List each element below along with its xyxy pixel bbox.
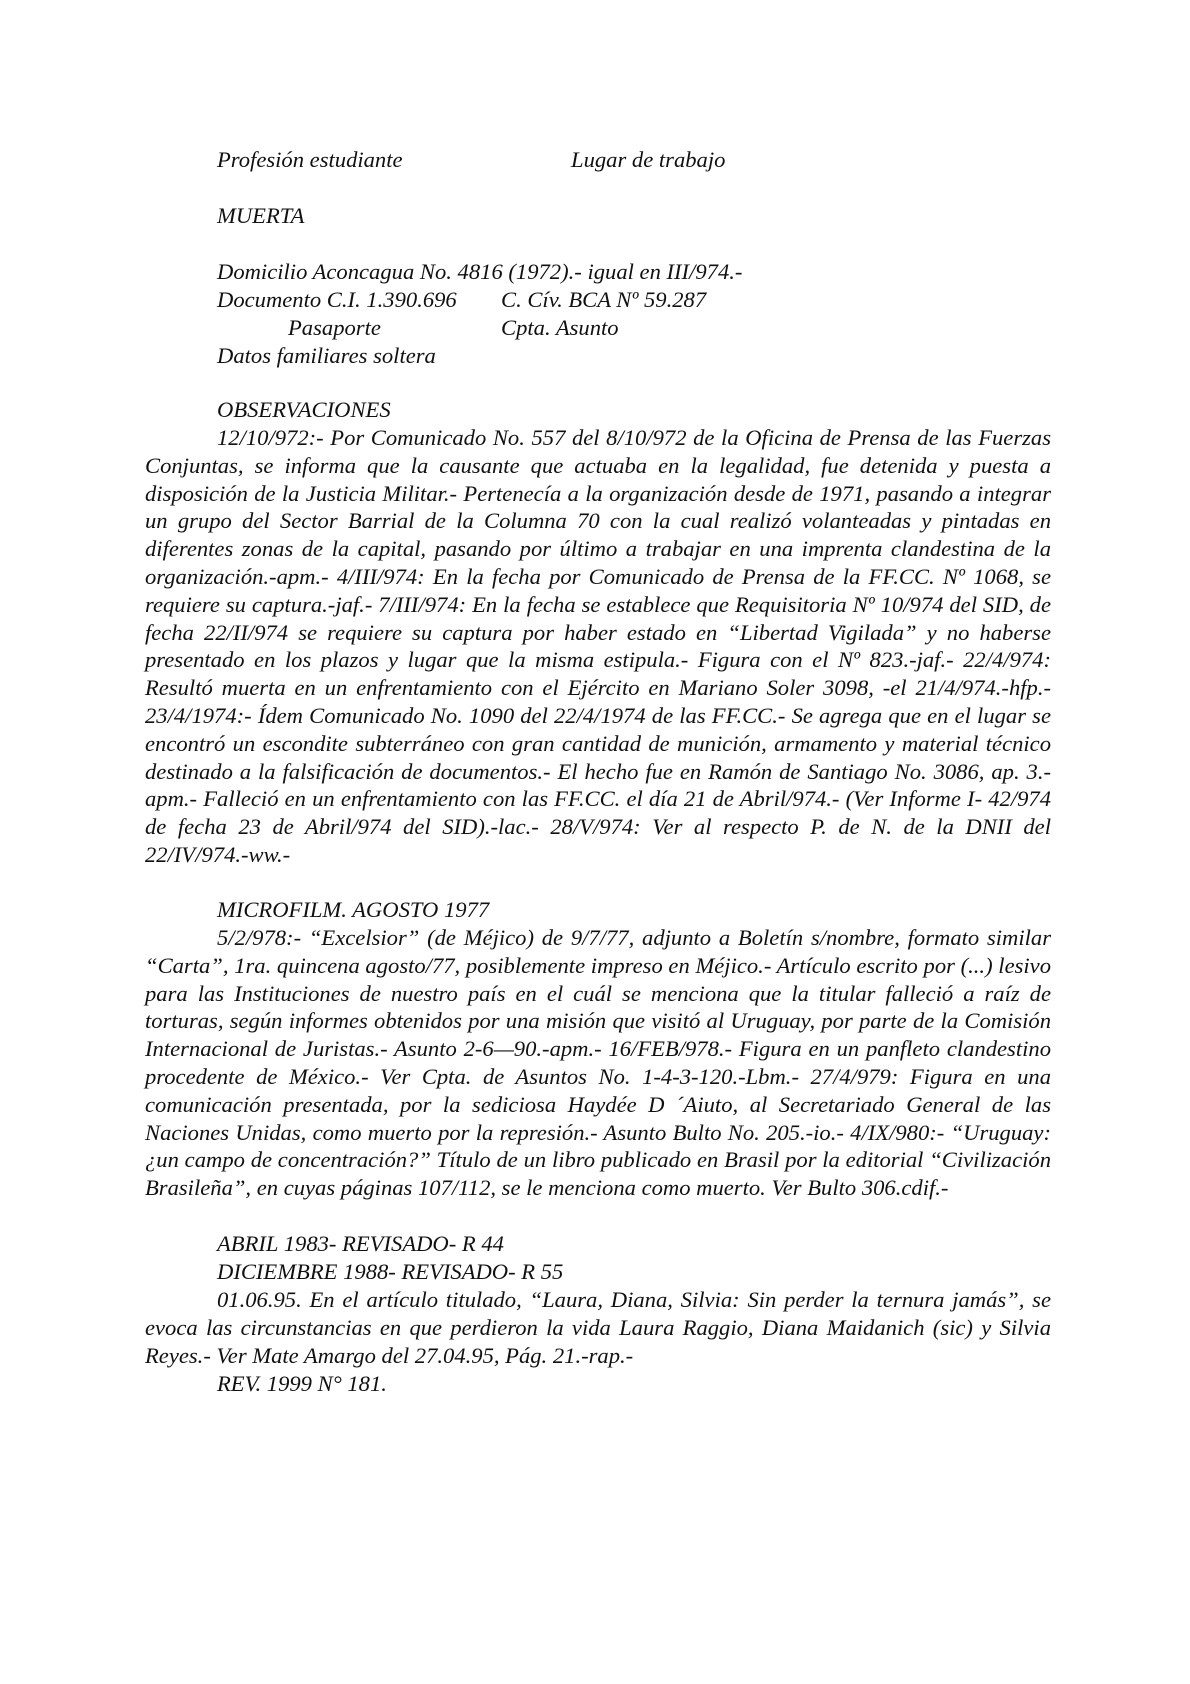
civica-field: C. Cív. BCA Nº 59.287	[501, 287, 707, 312]
rev-1999-line: REV. 1999 N° 181.	[217, 1371, 387, 1396]
pasaporte-field: Pasaporte	[288, 315, 381, 340]
observaciones-entry-1	[145, 424, 1051, 869]
observaciones-entry-2-text: 5/2/978:- “Excelsior” (de Méjico) de 9/7/77, adjunto a Boletín s/nombre, formato similar “Carta”, 1ra. quincena agosto/77, posiblemente impreso en Méjico.- Artículo escrito por (...) lesivo para las Instituciones de nuestro país en el cuál se menciona que la titular falleció a raíz de torturas, según informes obtenidos por una misión que visitó al Uruguay, por parte de la Comisión Internacional de Juristas.- Asunto 2-6—90.-apm.- 16/FEB/978.- Figura en un panfleto clandestino procedente de México.- Ver Cpta. de Asuntos No. 1-4-3-120.-Lbm.- 27/4/979: Figura en una comunicación presentada, por la sediciosa Haydée D ´Aiuto, al Secretariado General de las Naciones Unidas, como muerto por la represión.- Asunto Bulto No. 205.-io.- 4/IX/980:- “Uruguay: ¿un campo de concentración?” Título de un libro publicado en Brasil por la editorial “Civilización Brasileña”, en cuyas páginas 107/112, se le menciona como muerto. Ver Bulto 306.cdif.-	[145, 925, 1051, 1201]
observaciones-entry-1-text: 12/10/972:- Por Comunicado No. 557 del 8/10/972 de la Oficina de Prensa de las Fuerzas Conjuntas, se informa que la causante que actuaba en la legalidad, fue detenida y puesta a disposición de la Justicia Militar.- Pertenecía a la organización desde de 1971, pasando a integrar un grupo del Sector Barrial de la Columna 70 con la cual realizó volanteadas y pintadas en diferentes zonas de la capital, pasando por último a trabajar en una imprenta clandestina de la organización.-apm.- 4/III/974: En la fecha por Comunicado de Prensa de la FF.CC. Nº 1068, se requiere su captura.-jaf.- 7/III/974: En la fecha se establece que Requisitoria Nº 10/974 del SID, de fecha 22/II/974 se requiere su captura por haber estado en “Libertad Vigilada” y no haberse presentado en los plazos y lugar que la misma estipula.- Figura con el Nº 823.-jaf.- 22/4/974: Resultó muerta en un enfrentamiento con el Ejército en Mariano Soler 3098, -el 21/4/974.-hfp.- 23/4/1974:- Ídem Comunicado No. 1090 del 22/4/1974 de las FF.CC.- Se agrega que en el lugar se encontró un escondite subterráneo con gran cantidad de munición, armamento y material técnico destinado a la falsificación de documentos.- El hecho fue en Ramón de Santiago No. 3086, ap. 3.- apm.- Falleció en un enfrentamiento con las FF.CC. el día 21 de Abril/974.- (Ver Informe I- 42/974 de fecha 23 de Abril/974 del SID).-lac.- 28/V/974: Ver al respecto P. de N. de la DNII del 22/IV/974.-ww.-	[145, 425, 1051, 867]
revisado-1988-line: DICIEMBRE 1988- REVISADO- R 55	[217, 1259, 564, 1284]
observaciones-entry-3	[145, 1286, 1051, 1369]
estado-label: MUERTA	[217, 203, 305, 228]
lugar-trabajo-field: Lugar de trabajo	[571, 147, 726, 172]
datos-familiares-field: Datos familiares soltera	[217, 343, 436, 368]
documento-field: Documento C.I. 1.390.696	[217, 287, 457, 312]
domicilio-field: Domicilio Aconcagua No. 4816 (1972).- igual en III/974.-	[217, 259, 743, 284]
cpta-asunto-field: Cpta. Asunto	[501, 315, 619, 340]
microfilm-heading: MICROFILM. AGOSTO 1977	[217, 897, 490, 922]
profesion-field: Profesión estudiante	[217, 147, 403, 172]
observaciones-heading: OBSERVACIONES	[217, 397, 391, 422]
observaciones-entry-3-text: 01.06.95. En el artículo titulado, “Laura, Diana, Silvia: Sin perder la ternura jamás”, se evoca las circunstancias en que perdieron la vida Laura Raggio, Diana Maidanich (sic) y Silvia Reyes.- Ver Mate Amargo del 27.04.95, Pág. 21.-rap.-	[145, 1287, 1051, 1368]
observaciones-entry-2	[145, 924, 1051, 1202]
revisado-1983-line: ABRIL 1983- REVISADO- R 44	[217, 1231, 504, 1256]
